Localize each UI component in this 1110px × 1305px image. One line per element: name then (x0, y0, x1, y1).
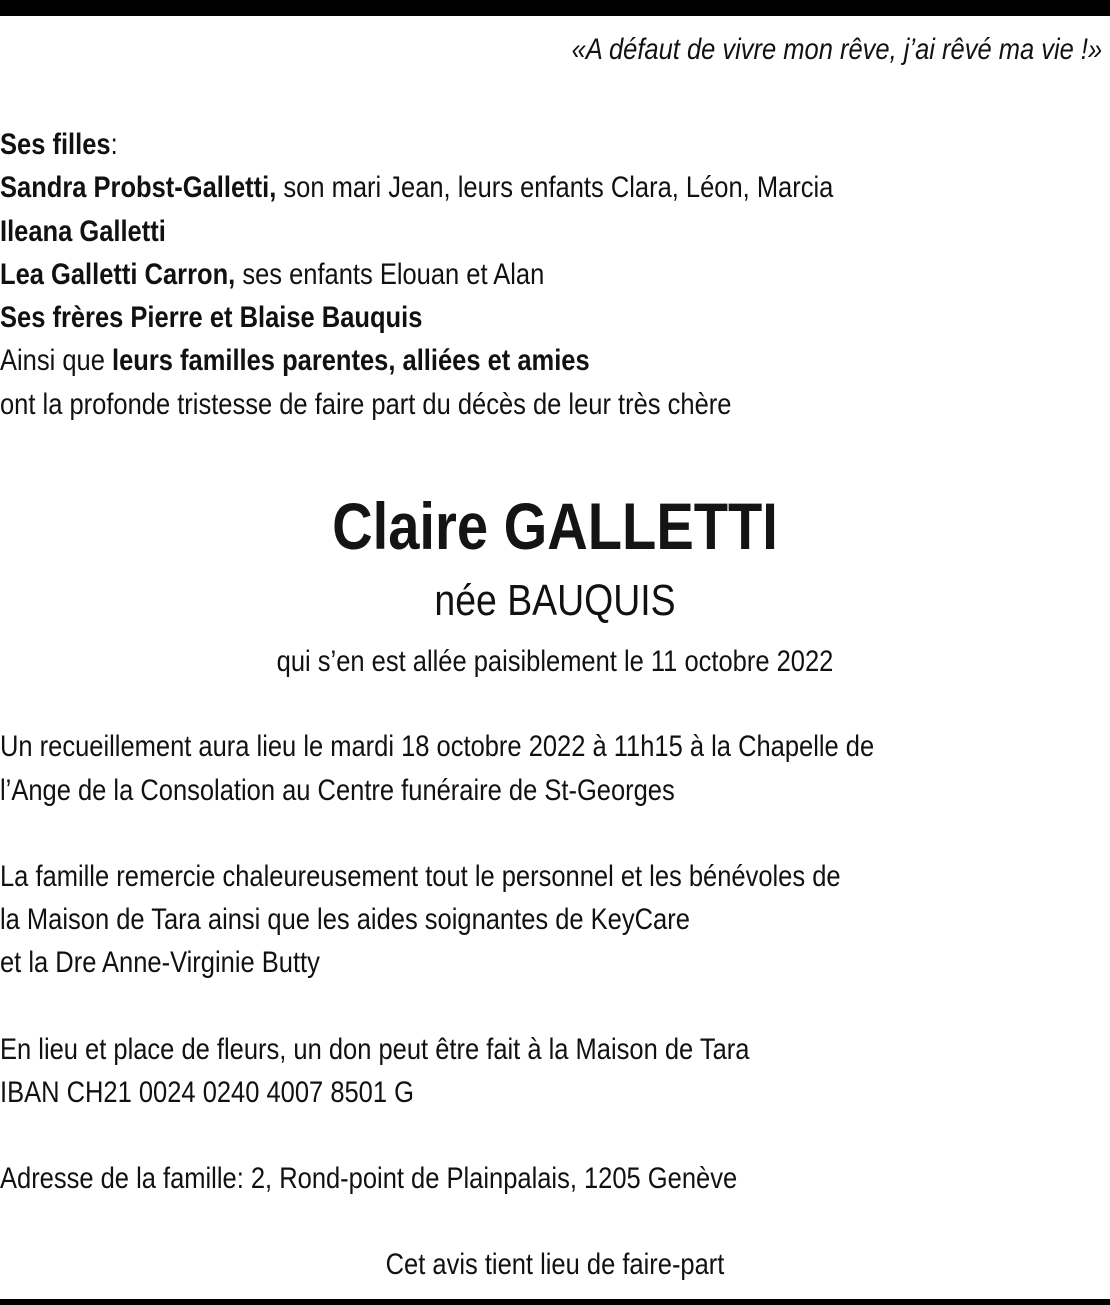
announcement-line: ont la profonde tristesse de faire part du décès de leur très chère (0, 388, 732, 421)
brothers-names: Ses frères Pierre et Blaise Bauquis (0, 301, 423, 334)
daughter-2-name: Ileana Galletti (0, 215, 166, 248)
ceremony-line-2: l’Ange de la Consolation au Centre funéraire de St-Georges (0, 774, 675, 807)
passing-date-line: qui s’en est allée paisiblement le 11 octobre 2022 (276, 645, 834, 678)
daughter-3-line (0, 255, 544, 295)
daughter-1-family: son mari Jean, leurs enfants Clara, Léon, Marcia (276, 171, 834, 204)
relatives-prefix: Ainsi que (0, 344, 112, 377)
daughters-heading-colon: : (110, 128, 118, 161)
daughter-1-name: Sandra Probst-Galletti, (0, 171, 277, 204)
donation-line-1: En lieu et place de fleurs, un don peut être fait à la Maison de Tara (0, 1033, 750, 1066)
maiden-name: née BAUQUIS (434, 576, 676, 625)
thanks-line-2: la Maison de Tara ainsi que les aides soignantes de KeyCare (0, 903, 690, 936)
thanks-line-3: et la Dre Anne-Virginie Butty (0, 946, 320, 979)
daughter-3-name: Lea Galletti Carron, (0, 258, 236, 291)
relatives-names: leurs familles parentes, alliées et amies (111, 344, 590, 377)
brothers-line (0, 298, 422, 338)
daughter-2-line (0, 212, 166, 252)
deceased-name: Claire GALLETTI (332, 489, 778, 563)
thanks-line-1: La famille remercie chaleureusement tout le personnel et les bénévoles de (0, 860, 841, 893)
closing-note: Cet avis tient lieu de faire-part (385, 1248, 725, 1281)
epigraph-quote: «A défaut de vivre mon rêve, j’ai rêvé ma vie !» (571, 33, 1102, 66)
family-address: Adresse de la famille: 2, Rond-point de Plainpalais, 1205 Genève (0, 1162, 738, 1195)
daughter-1-line (0, 168, 833, 208)
daughters-heading: Ses filles (0, 128, 111, 161)
daughter-3-family: ses enfants Elouan et Alan (235, 258, 545, 291)
bottom-border-rule (0, 1299, 1110, 1305)
ceremony-line-1: Un recueillement aura lieu le mardi 18 octobre 2022 à 11h15 à la Chapelle de (0, 730, 875, 763)
relatives-line (0, 341, 590, 381)
donation-iban: IBAN CH21 0024 0240 4007 8501 G (0, 1076, 414, 1109)
daughters-heading-line (0, 125, 118, 165)
top-border-rule (0, 0, 1110, 16)
